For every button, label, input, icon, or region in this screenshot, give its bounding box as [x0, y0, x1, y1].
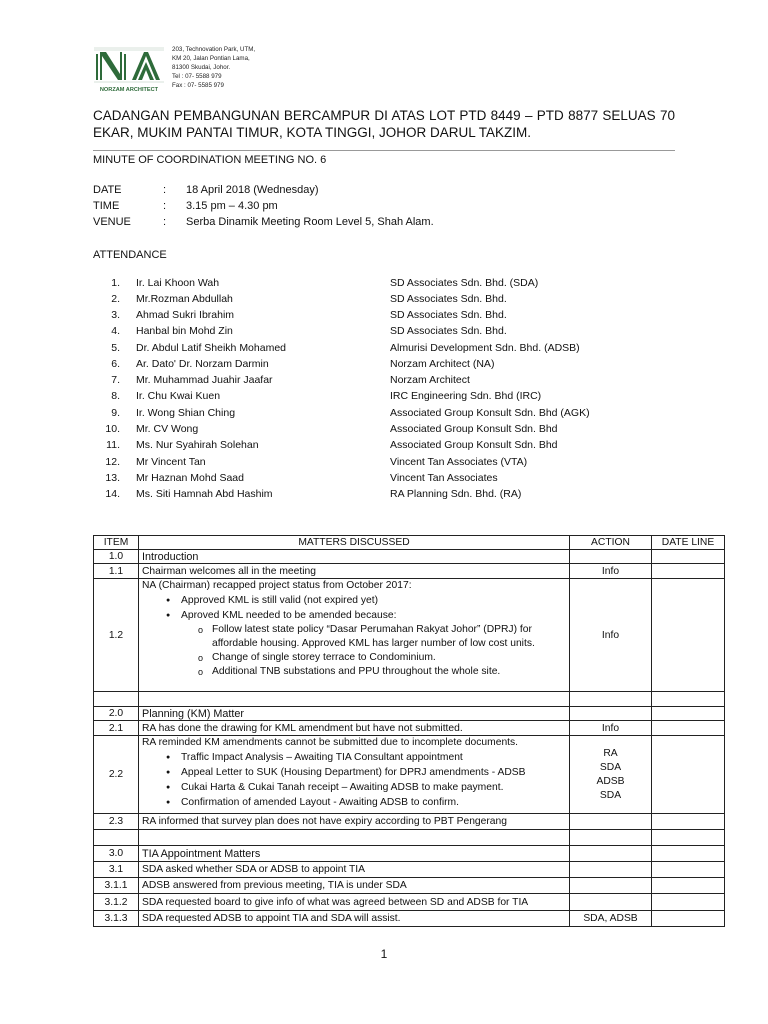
attendee-company: Norzam Architect (NA)	[390, 358, 495, 370]
attendee-number: 12.	[105, 456, 120, 468]
fax: Fax : 07- 5585 979	[172, 81, 224, 89]
date-line-cell	[652, 736, 725, 814]
attendee-number: 2.	[111, 293, 120, 305]
table-row	[94, 579, 725, 692]
attendee-name: Ir. Wong Shian Ching	[136, 407, 236, 419]
attendee-number: 10.	[105, 423, 120, 435]
time-label: TIME	[93, 200, 120, 212]
matter-text: SDA asked whether SDA or ADSB to appoint TIA	[139, 862, 570, 878]
date-line-cell	[652, 707, 725, 721]
table-header-row	[94, 536, 725, 550]
date-line-cell	[652, 894, 725, 911]
attendee-name: Mr.Rozman Abdullah	[136, 293, 233, 305]
date-line-cell	[652, 550, 725, 564]
action-cell: Info	[570, 579, 652, 692]
action-cell	[570, 692, 652, 707]
attendee-company: SD Associates Sdn. Bhd.	[390, 309, 507, 321]
attendee-name: Mr. Muhammad Juahir Jaafar	[136, 374, 273, 386]
table-row	[94, 846, 725, 862]
item-number: 3.0	[94, 846, 139, 862]
attendee-number: 7.	[111, 374, 120, 386]
attendee-row	[0, 407, 768, 423]
action-cell: Info	[570, 721, 652, 736]
attendee-name: Dr. Abdul Latif Sheikh Mohamed	[136, 342, 287, 354]
bullet-item: ● Traffic Impact Analysis – Awaiting TIA Consultant appointment	[166, 750, 566, 765]
attendee-name: Mr Vincent Tan	[136, 456, 206, 468]
attendee-number: 5.	[111, 342, 120, 354]
table-row	[94, 830, 725, 846]
divider	[93, 150, 675, 151]
attendee-number: 1.	[111, 277, 120, 289]
bullet-item	[166, 608, 566, 679]
action-value: RA	[603, 747, 618, 759]
attendee-number: 14.	[105, 488, 120, 500]
attendee-company: SD Associates Sdn. Bhd.	[390, 325, 507, 337]
action-cell	[570, 830, 652, 846]
attendee-row	[0, 342, 768, 358]
minutes-table	[93, 535, 725, 927]
item-number: 2.1	[94, 721, 139, 736]
attendee-name: Mr. CV Wong	[136, 423, 199, 435]
date-line-cell	[652, 862, 725, 878]
page-number: 1	[380, 947, 388, 961]
action-cell	[570, 878, 652, 894]
item-number: 2.0	[94, 707, 139, 721]
action-cell	[570, 894, 652, 911]
item-number: 2.2	[94, 736, 139, 814]
matter-text: Chairman welcomes all in the meeting	[139, 564, 570, 579]
action-value: SDA	[599, 761, 622, 773]
bullet-item: ● Appeal Letter to SUK (Housing Department) for DPRJ amendments - ADSB	[166, 765, 566, 780]
attendee-row	[0, 293, 768, 309]
table-row	[94, 564, 725, 579]
item-number: 1.1	[94, 564, 139, 579]
date-line-cell	[652, 579, 725, 692]
date-line-cell	[652, 721, 725, 736]
date-label: DATE	[93, 184, 122, 196]
attendee-company: Vincent Tan Associates (VTA)	[390, 456, 528, 468]
attendance-heading: ATTENDANCE	[93, 249, 167, 261]
section-heading: Planning (KM) Matter	[139, 707, 570, 721]
sub-bullet-item: o Follow latest state policy “Dasar Perumahan Rakyat Johor” (DPRJ) for affordable housing. Approved KML has larger number of low cost units.	[198, 623, 566, 651]
action-cell: SDA, ADSB	[570, 911, 652, 927]
attendee-company: IRC Engineering Sdn. Bhd (IRC)	[390, 390, 542, 402]
attendee-number: 13.	[105, 472, 120, 484]
table-row	[94, 692, 725, 707]
attendee-company: Almurisi Development Sdn. Bhd. (ADSB)	[390, 342, 580, 354]
table-row	[94, 862, 725, 878]
action-cell	[570, 707, 652, 721]
date-value: 18 April 2018 (Wednesday)	[186, 184, 319, 196]
sub-bullet-item: o Change of single storey terrace to Condominium.	[198, 651, 566, 665]
header-matters: MATTERS DISCUSSED	[139, 536, 570, 550]
address-line: 81300 Skudai, Johor.	[172, 63, 231, 71]
item-number: 3.1	[94, 862, 139, 878]
item-number: 3.1.2	[94, 894, 139, 911]
attendee-number: 11.	[106, 439, 120, 451]
venue-value: Serba Dinamik Meeting Room Level 5, Shah Alam.	[186, 216, 434, 228]
attendee-name: Ms. Nur Syahirah Solehan	[136, 439, 259, 451]
project-title: CADANGAN PEMBANGUNAN BERCAMPUR DI ATAS LOT PTD 8449 – PTD 8877 SELUAS 70 EKAR, MUKIM PANTAI TIMUR, KOTA TINGGI, JOHOR DARUL TAKZIM.	[93, 108, 675, 140]
attendee-name: Mr Haznan Mohd Saad	[136, 472, 244, 484]
logo-text: NORZAM ARCHITECT	[99, 87, 159, 93]
matter-cell	[139, 736, 570, 814]
attendee-number: 9.	[111, 407, 120, 419]
action-cell	[570, 814, 652, 830]
telephone: Tel : 07- 5588 979	[172, 72, 222, 80]
attendee-row	[0, 390, 768, 406]
action-value: ADSB	[596, 775, 625, 787]
item-number: 3.1.3	[94, 911, 139, 927]
colon: :	[163, 200, 167, 212]
attendee-number: 3.	[111, 309, 120, 321]
action-cell: Info	[570, 564, 652, 579]
attendee-number: 4.	[111, 325, 120, 337]
matter-cell	[139, 579, 570, 692]
attendee-company: Associated Group Konsult Sdn. Bhd	[390, 423, 558, 435]
venue-label: VENUE	[93, 216, 131, 228]
bullet-list	[142, 593, 566, 679]
attendee-row	[0, 277, 768, 293]
section-heading: TIA Appointment Matters	[139, 846, 570, 862]
table-row	[94, 911, 725, 927]
bullet-item: ● Confirmation of amended Layout - Awaiting ADSB to confirm.	[166, 795, 566, 810]
date-line-cell	[652, 692, 725, 707]
item-number: 2.3	[94, 814, 139, 830]
attendee-company: SD Associates Sdn. Bhd. (SDA)	[390, 277, 539, 289]
attendee-company: RA Planning Sdn. Bhd. (RA)	[390, 488, 522, 500]
action-cell	[570, 862, 652, 878]
matter-cell	[139, 830, 570, 846]
table-row	[94, 721, 725, 736]
attendee-company: Associated Group Konsult Sdn. Bhd (AGK)	[390, 407, 590, 419]
bullet-item: ● Cukai Harta & Cukai Tanah receipt – Awaiting ADSB to make payment.	[166, 780, 566, 795]
attendee-name: Ir. Lai Khoon Wah	[136, 277, 220, 289]
table-row	[94, 736, 725, 814]
matter-text: ADSB answered from previous meeting, TIA is under SDA	[139, 878, 570, 894]
bullet-text: Aproved KML needed to be amended because:	[181, 610, 397, 621]
attendee-name: Ahmad Sukri Ibrahim	[136, 309, 235, 321]
matter-text: SDA requested board to give info of what was agreed between SD and ADSB for TIA	[139, 894, 570, 911]
action-value: SDA	[599, 789, 622, 801]
address-block	[172, 46, 255, 91]
table-row	[94, 878, 725, 894]
header-action: ACTION	[570, 536, 652, 550]
item-number	[94, 830, 139, 846]
date-line-cell	[652, 911, 725, 927]
attendee-name: Hanbal bin Mohd Zin	[136, 325, 233, 337]
attendee-row	[0, 358, 768, 374]
norzam-logo	[92, 44, 166, 94]
item-number: 1.2	[94, 579, 139, 692]
attendee-name: Ir. Chu Kwai Kuen	[136, 390, 221, 402]
attendee-row	[0, 472, 768, 488]
matter-text: RA has done the drawing for KML amendment but have not submitted.	[139, 721, 570, 736]
table-row	[94, 814, 725, 830]
sub-bullet-item: o Additional TNB substations and PPU throughout the whole site.	[198, 665, 566, 679]
colon: :	[163, 216, 167, 228]
table-row	[94, 894, 725, 911]
bullet-item: ● Approved KML is still valid (not expired yet)	[166, 593, 566, 608]
date-line-cell	[652, 814, 725, 830]
sub-bullet-list	[169, 623, 566, 679]
attendee-company: SD Associates Sdn. Bhd.	[390, 293, 507, 305]
matter-text: RA informed that survey plan does not have expiry according to PBT Pengerang	[139, 814, 570, 830]
item-number	[94, 692, 139, 707]
action-cell	[570, 736, 652, 814]
bullet-list	[142, 750, 566, 810]
colon: :	[163, 184, 167, 196]
item-number: 1.0	[94, 550, 139, 564]
date-line-cell	[652, 830, 725, 846]
attendee-row	[0, 309, 768, 325]
time-value: 3.15 pm – 4.30 pm	[186, 200, 278, 212]
matter-text: SDA requested ADSB to appoint TIA and SDA will assist.	[139, 911, 570, 927]
attendee-row	[0, 488, 768, 504]
attendee-row	[0, 423, 768, 439]
section-heading: Introduction	[139, 550, 570, 564]
attendee-number: 8.	[111, 390, 120, 402]
attendee-company: Norzam Architect	[390, 374, 470, 386]
header-date-line: DATE LINE	[652, 536, 725, 550]
action-cell	[570, 550, 652, 564]
table-row	[94, 550, 725, 564]
attendee-name: Ms. Siti Hamnah Abd Hashim	[136, 488, 273, 500]
attendee-row	[0, 374, 768, 390]
item-number: 3.1.1	[94, 878, 139, 894]
attendee-row	[0, 439, 768, 455]
date-line-cell	[652, 564, 725, 579]
table-row	[94, 707, 725, 721]
address-line: 203, Technovation Park, UTM,	[172, 46, 256, 53]
minute-title: MINUTE OF COORDINATION MEETING NO. 6	[93, 154, 327, 166]
attendee-company: Vincent Tan Associates	[390, 472, 498, 484]
date-line-cell	[652, 846, 725, 862]
attendee-row	[0, 325, 768, 341]
attendee-name: Ar. Dato' Dr. Norzam Darmin	[136, 358, 269, 370]
matter-cell	[139, 692, 570, 707]
attendee-row	[0, 456, 768, 472]
attendee-company: Associated Group Konsult Sdn. Bhd	[390, 439, 558, 451]
matter-text: NA (Chairman) recapped project status from October 2017:	[142, 580, 412, 591]
matter-text: RA reminded KM amendments cannot be submitted due to incomplete documents.	[142, 737, 519, 748]
header-item: ITEM	[94, 536, 139, 550]
date-line-cell	[652, 878, 725, 894]
address-line: KM 20, Jalan Pontian Lama,	[172, 54, 250, 62]
action-cell	[570, 846, 652, 862]
attendee-number: 6.	[111, 358, 120, 370]
